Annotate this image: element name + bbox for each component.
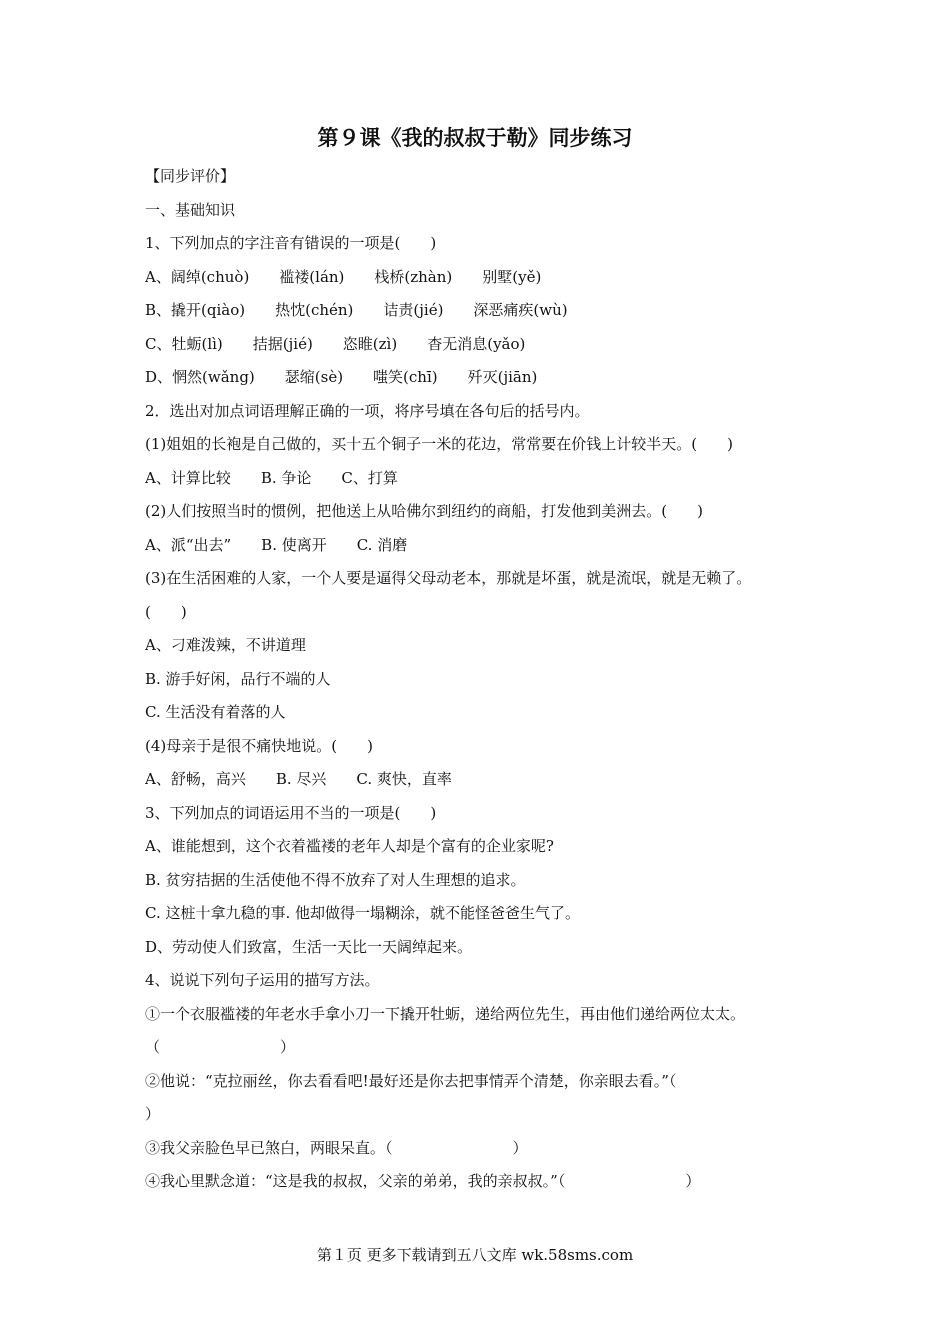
question-2-item-4-options: A、舒畅，高兴 B. 尽兴 C. 爽快，直率: [145, 770, 452, 788]
question-2: 2．选出对加点词语理解正确的一项，将序号填在各句后的括号内。: [145, 401, 590, 420]
question-4-sentence-2: ②他说：“克拉丽丝，你去看看吧!最好还是你去把事情弄个清楚，你亲眼去看。”（: [145, 1071, 677, 1090]
exercise-body: [145, 160, 825, 1199]
question-1-option-a: A、阔绰(chuò) 褴褛(lán) 栈桥(zhàn) 别墅(yě): [145, 267, 542, 286]
question-1-option-c: C、牡蛎(lì) 拮据(jié) 恣睢(zì) 杳无消息(yǎo): [145, 334, 526, 353]
question-2-item-2: (2)人们按照当时的惯例，把他送上从哈佛尔到纽约的商船，打发他到美洲去。( ): [145, 502, 703, 520]
question-2-item-3: (3)在生活困难的人家，一个人要是逼得父母动老本，那就是坏蛋，就是流氓，就是无赖了。: [145, 569, 752, 587]
question-3-option-a: A、谁能想到，这个衣着褴褛的老年人却是个富有的企业家呢?: [145, 837, 554, 855]
section-label: 【同步评价】: [145, 167, 236, 185]
question-2-item-3-option-b: B. 游手好闲，品行不端的人: [145, 669, 331, 688]
question-1-option-b: B、撬开(qiào) 热忱(chén) 诘责(jié) 深恶痛疾(wù): [145, 301, 568, 319]
page-title: 第９课《我的叔叔于勒》同步练习: [317, 126, 633, 150]
question-3-option-b: B. 贫穷拮据的生活使他不得不放弃了对人生理想的追求。: [145, 870, 526, 889]
question-3-option-d: D、劳动使人们致富，生活一天比一天阔绰起来。: [145, 937, 473, 956]
question-2-item-2-options: A、派“出去” B. 使离开 C. 消磨: [145, 535, 408, 554]
question-3: 3、下列加点的词语运用不当的一项是( ): [145, 803, 437, 822]
question-2-item-4: (4)母亲于是很不痛快地说。( ): [145, 736, 373, 755]
question-2-item-1-options: A、计算比较 B. 争论 C、打算: [145, 468, 398, 487]
page-footer: 第１页 更多下载请到五八文库 wk.58sms.com: [316, 1246, 634, 1264]
question-4-sentence-4: ④我心里默念道：“这是我的叔叔，父亲的弟弟，我的亲叔叔。”（ ）: [145, 1172, 701, 1190]
question-3-option-c: C. 这桩十拿九稳的事. 他却做得一塌糊涂，就不能怪爸爸生气了。: [145, 904, 581, 922]
question-4-sentence-1: ①一个衣服褴褛的年老水手拿小刀一下撬开牡蛎，递给两位先生，再由他们递给两位太太。: [145, 1004, 746, 1023]
section-heading: 一、基础知识: [145, 200, 236, 219]
question-1-option-d: D、惘然(wǎng) 瑟缩(sè) 嗤笑(chī) 歼灭(jiān): [145, 368, 538, 386]
question-2-item-3-blank: ( ): [145, 602, 187, 621]
question-2-item-1: (1)姐姐的长袍是自己做的，买十五个铜子一米的花边，常常要在价钱上计较半天。( ): [145, 435, 733, 453]
question-4-sentence-1-blank: （ ）: [145, 1038, 296, 1056]
question-1: 1、下列加点的字注音有错误的一项是( ): [145, 234, 437, 252]
question-4: 4、说说下列句子运用的描写方法。: [145, 971, 380, 989]
question-4-sentence-2-blank: ）: [145, 1105, 161, 1123]
question-2-item-3-option-c: C. 生活没有着落的人: [145, 703, 286, 721]
question-2-item-3-option-a: A、刁难泼辣，不讲道理: [145, 636, 306, 654]
question-4-sentence-3: ③我父亲脸色早已煞白，两眼呆直。（ ）: [145, 1138, 528, 1157]
